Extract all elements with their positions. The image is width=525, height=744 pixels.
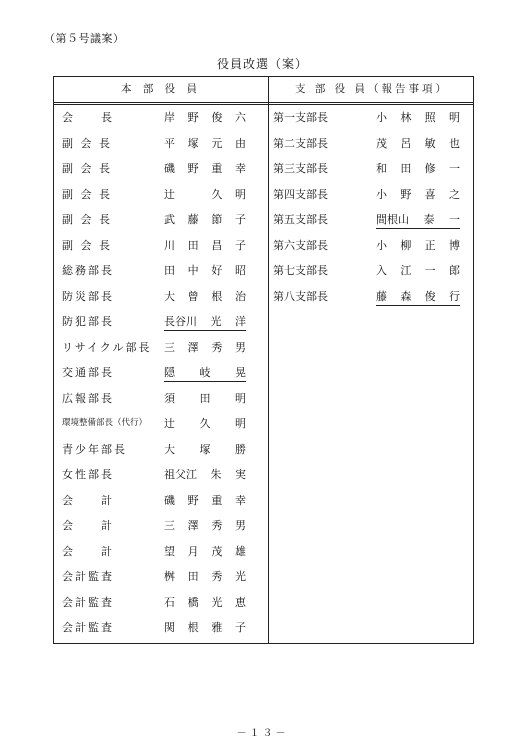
hq-name: 大 塚 勝 [164,442,246,456]
hq-role: 会計監査 [62,570,114,583]
officer-table [53,76,474,644]
hq-name: 川 田 昌 子 [164,238,246,252]
hq-name: 三 澤 秀 男 [164,340,246,354]
hq-role: 会 長 [62,111,114,124]
hq-role: リサイクル部長 [62,340,152,354]
branch-name: 小 柳 正 博 [376,238,460,252]
hq-role: 環境整備部長（代行） [62,418,148,428]
hq-role: 副 会 長 [62,187,112,201]
hq-name: 磯 野 重 幸 [164,493,246,507]
hq-name: 関 根 雅 子 [164,621,246,634]
branch-role: 第三支部長 [273,162,328,175]
hq-name: 桝 田 秀 光 [164,570,246,583]
hq-role: 会 計 [62,544,114,558]
hq-role: 副 会 長 [62,136,112,150]
branch-name: 茂 呂 敏 也 [376,136,460,150]
hq-role: 防災部長 [62,289,114,303]
branch-name: 入 江 一 郎 [376,264,460,277]
document-title: 役員改選（案） [216,57,308,71]
hq-name: 長谷川 光 洋 [164,314,246,331]
hq-role: 会 計 [62,493,114,507]
hq-role: 会 計 [62,519,114,532]
branch-role: 第四支部長 [273,187,328,201]
hq-role: 女性部長 [62,468,114,481]
hq-name: 須 田 明 [164,391,246,405]
hq-name: 大 曾 根 治 [164,289,246,303]
hq-name: 三 澤 秀 男 [164,519,246,532]
hq-name: 平 塚 元 由 [164,136,246,150]
branch-header: 支 部 役 員（報告事項） [294,83,449,95]
hq-role: 広報部長 [62,391,114,405]
hq-name: 田 中 好 昭 [164,264,246,277]
header-divider [54,102,473,103]
hq-name: 磯 野 重 幸 [164,162,246,175]
hq-name: 岸 野 俊 六 [164,111,246,124]
hq-role: 防犯部長 [62,315,114,328]
branch-role: 第二支部長 [273,136,328,150]
branch-role: 第五支部長 [273,213,328,226]
branch-name: 小 林 照 明 [376,111,460,124]
hq-name: 望 月 茂 雄 [164,544,246,558]
branch-name: 小 野 喜 之 [376,187,460,201]
hq-role: 青少年部長 [62,442,127,456]
column-divider [268,77,269,643]
branch-role: 第八支部長 [273,289,328,303]
branch-name: 間根山 泰 一 [376,212,460,229]
hq-name: 辻 久 明 [164,187,246,201]
branch-name: 和 田 修 一 [376,162,460,175]
hq-role: 総務部長 [62,264,114,277]
branch-role: 第一支部長 [273,111,328,124]
hq-role: 副 会 長 [62,162,112,175]
hq-role: 副 会 長 [62,213,112,226]
branch-role: 第六支部長 [273,238,328,252]
hq-role: 副 会 長 [62,238,112,252]
hq-role: 会計監査 [62,595,114,609]
branch-role: 第七支部長 [273,264,328,277]
hq-name: 辻 久 明 [164,417,246,430]
hq-name: 武 藤 節 子 [164,213,246,226]
agenda-number: （第５号議案） [44,32,125,45]
hq-name: 石 橋 光 恵 [164,595,246,609]
hq-name: 隠 岐 晃 [164,365,246,382]
hq-role: 交通部長 [62,366,114,379]
headquarters-header: 本 部 役 員 [120,83,201,95]
hq-name: 祖父江 朱 実 [164,468,246,481]
hq-role: 会計監査 [62,621,114,634]
page-number: －１３－ [236,728,289,739]
branch-name: 藤 森 俊 行 [376,289,460,306]
